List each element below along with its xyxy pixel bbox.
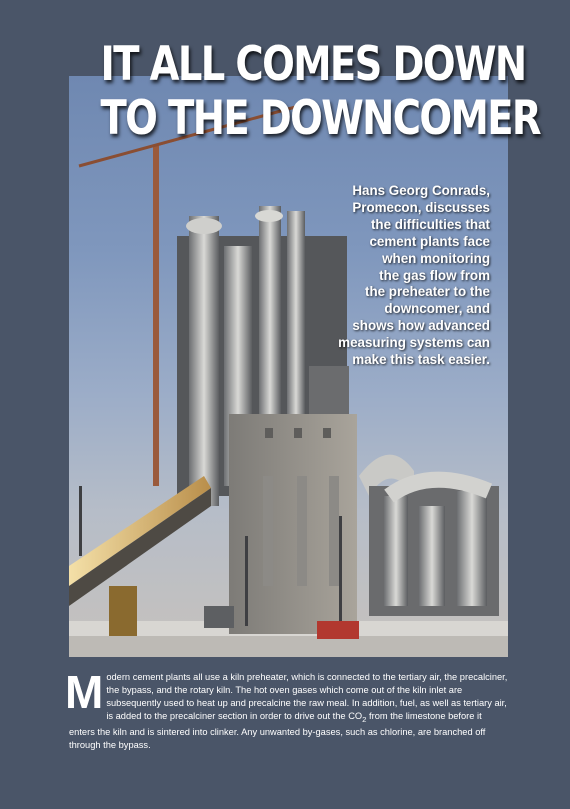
drop-cap: M bbox=[65, 666, 104, 718]
intro-line: the preheater to the bbox=[364, 284, 490, 300]
article-title bbox=[100, 37, 540, 146]
title-line-2: TO THE DOWNCOMER bbox=[100, 91, 540, 146]
intro-line: cement plants face bbox=[369, 233, 490, 249]
intro-line: the difficulties that bbox=[370, 216, 490, 232]
article-intro bbox=[290, 183, 490, 369]
intro-line: the gas flow from bbox=[379, 267, 490, 283]
body-text-part2: from the limestone before it enters the kiln and is sintered into clinker. Any unwanted by-gases, such as chlorine, are branched off through the bypass. bbox=[69, 711, 486, 751]
article-body bbox=[65, 666, 510, 752]
intro-line: shows how advanced bbox=[352, 318, 490, 334]
subscript-2: 2 bbox=[362, 715, 367, 725]
title-line-1: IT ALL COMES DOWN bbox=[100, 37, 526, 92]
body-text-part1: odern cement plants all use a kiln preheater, which is connected to the tertiary air, the precalciner, the bypass, and the rotary kiln. The hot oven gases which come out of the kiln inlet are subsequently used to heat up and precalcine the raw meal. In addition, fuel, as well as tertiary air, is added to the precalciner section in order to drive out the CO bbox=[106, 672, 508, 722]
intro-line: when monitoring bbox=[382, 250, 490, 266]
intro-line: measuring systems can bbox=[338, 335, 490, 351]
intro-line: Hans Georg Conrads, bbox=[352, 183, 490, 198]
intro-line: make this task easier. bbox=[352, 352, 490, 368]
intro-line: downcomer, and bbox=[384, 301, 490, 317]
intro-line: Promecon, discusses bbox=[352, 199, 490, 215]
